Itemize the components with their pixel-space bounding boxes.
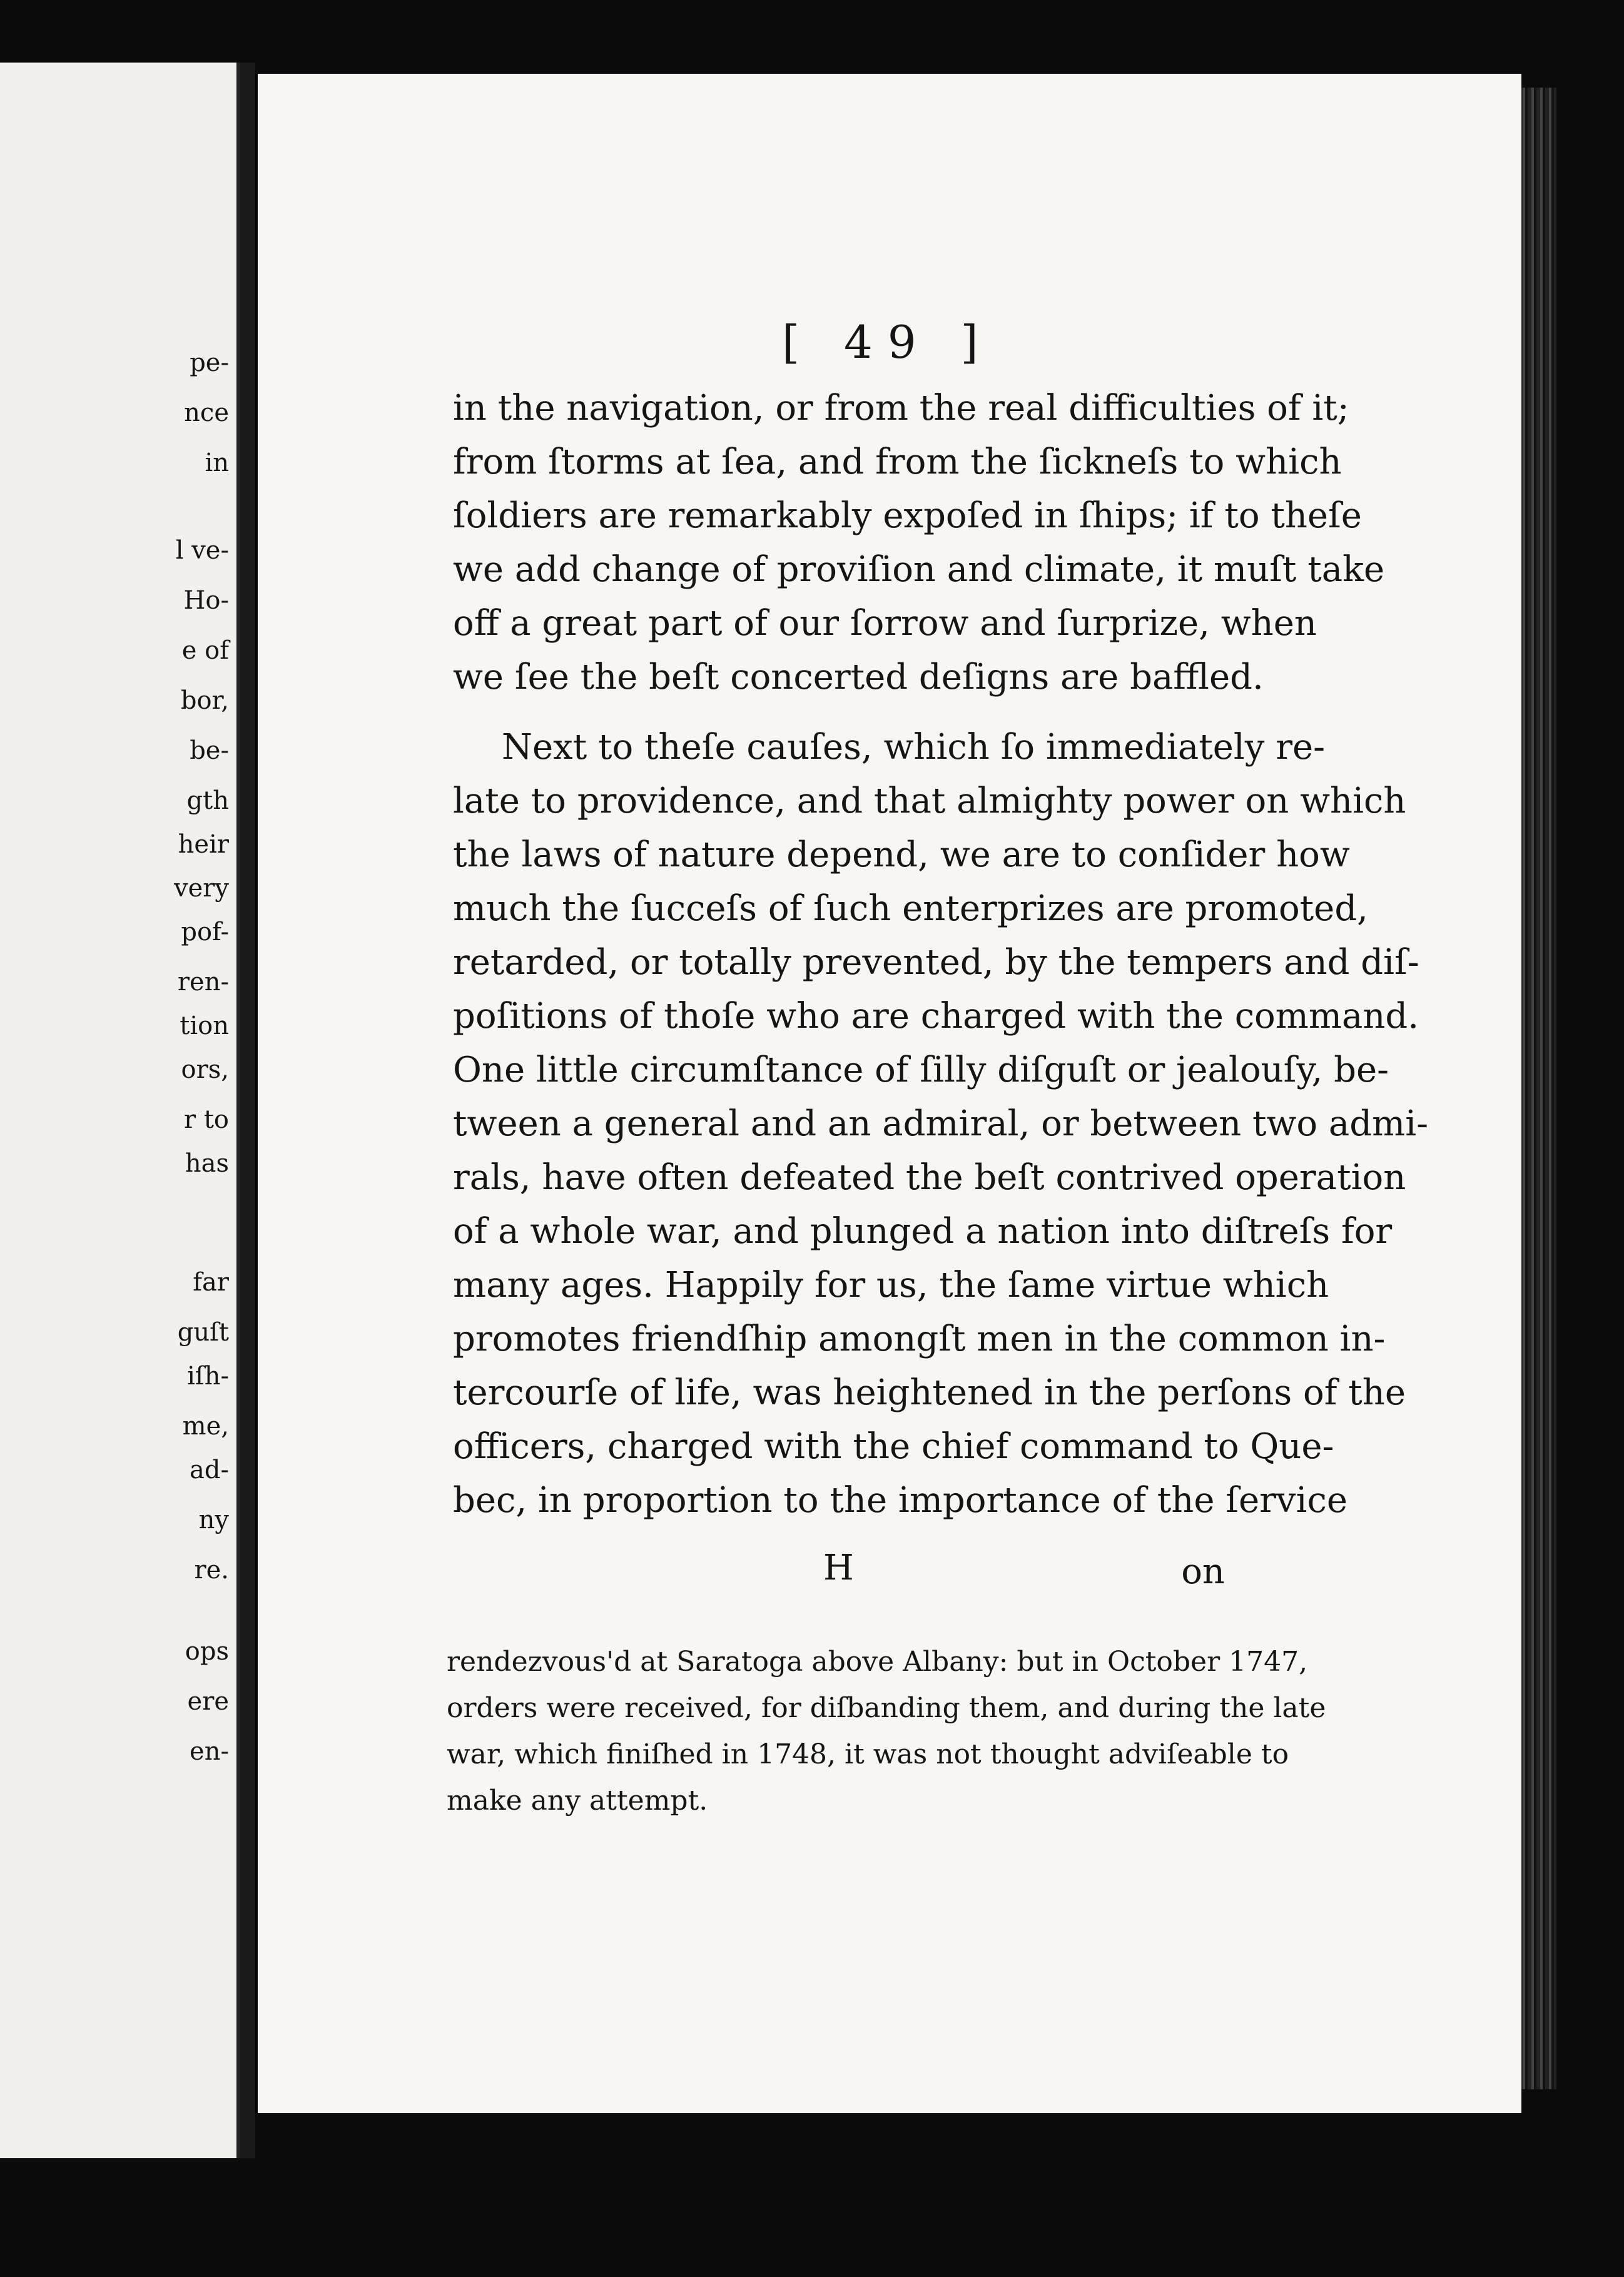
signature-mark: H [823,1548,854,1588]
left-page-fragment: iſh- [187,1362,229,1391]
text-line: many ages. Happily for us, the ſame virtue which [453,1265,1329,1306]
body-text [453,382,1429,1528]
text-line: rals, have often defeated the beſt contrived operation [453,1157,1406,1198]
text-line: promotes friendſhip amongſt men in the common in- [453,1319,1386,1359]
page-number: [ 49 ] [782,316,993,368]
left-page-fragment: heir [178,830,229,859]
text-line: much the ſucceſs of ſuch enterprizes are promoted, [453,888,1368,929]
text-line: late to providence, and that almighty power on which [453,781,1406,821]
left-page-fragment: re. [194,1556,229,1585]
book-gutter [240,63,255,2158]
left-facing-page [0,63,240,2158]
left-page-fragment: be- [190,736,229,765]
left-page-fragment: far [193,1268,229,1297]
left-page-fragment: nce [184,398,229,427]
left-page-fragment: ny [198,1506,229,1534]
footnote-line: make any attempt. [447,1785,708,1817]
text-line: in the navigation, or from the real difficulties of it; [453,388,1349,429]
paragraph-gap [453,704,1241,721]
footnote-line: orders were received, for diſbanding them, and during the late [447,1692,1326,1724]
left-page-fragment: r to [184,1105,229,1134]
text-line: bec, in proportion to the importance of the ſervice [453,1480,1347,1521]
text-line: tween a general and an admiral, or between two admi- [453,1103,1429,1144]
text-line: ſoldiers are remarkably expoſed in ſhips; if to theſe [453,495,1362,536]
catchword: on [1181,1551,1225,1592]
left-page-fragment: tion [180,1012,229,1040]
text-line: the laws of nature depend, we are to conſider how [453,834,1350,875]
left-page-fragment: pof- [181,918,229,946]
left-page-fragment: very [174,874,229,903]
left-page-fragment: gth [186,786,229,815]
text-line: of a whole war, and plunged a nation into diſtreſs for [453,1211,1393,1252]
text-line: from ſtorms at ſea, and from the ſickneſs to which [453,442,1342,482]
left-page-fragment: pe- [190,348,229,377]
footnote [447,1639,1326,1824]
left-page-fragment: ad- [190,1456,229,1484]
left-page-fragment: bor, [180,686,229,715]
left-page-fragment: has [185,1149,229,1178]
left-page-fragment: ors, [181,1055,229,1084]
text-line: retarded, or totally prevented, by the tempers and diſ- [453,942,1419,983]
left-page-fragment: ops [185,1637,229,1666]
text-line: officers, charged with the chief command to Que- [453,1426,1334,1467]
page-foot [453,1548,1241,1598]
left-page-fragment: in [205,449,229,477]
text-line: we ſee the beſt concerted deſigns are baffled. [453,657,1264,697]
left-page-fragment: e of [181,636,229,665]
left-page-fragment: Ho- [183,586,229,615]
left-page-fragment: me, [182,1412,229,1441]
text-line: tercourſe of life, was heightened in the perſons of the [453,1372,1406,1413]
left-page-fragment: guſt [177,1318,229,1347]
left-page-fragment: ere [187,1687,229,1716]
left-page-fragment: l ve- [175,536,229,565]
footnote-line: war, which finiſhed in 1748, it was not thought adviſeable to [447,1738,1289,1770]
text-line: Next to theſe cauſes, which ſo immediately re- [502,727,1326,768]
left-page-fragment: ren- [177,968,229,997]
text-line: One little circumſtance of ſilly diſguſt or jealouſy, be- [453,1050,1389,1090]
footnote-line: rendezvous'd at Saratoga above Albany: but in October 1747, [447,1646,1308,1678]
text-line: off a great part of our ſorrow and ſurprize, when [453,603,1317,644]
text-line: poſitions of thoſe who are charged with the command. [453,996,1419,1037]
text-line: we add change of proviſion and climate, it muſt take [453,549,1385,590]
page-edges [1519,88,1556,2089]
left-page-fragment: en- [190,1737,229,1766]
